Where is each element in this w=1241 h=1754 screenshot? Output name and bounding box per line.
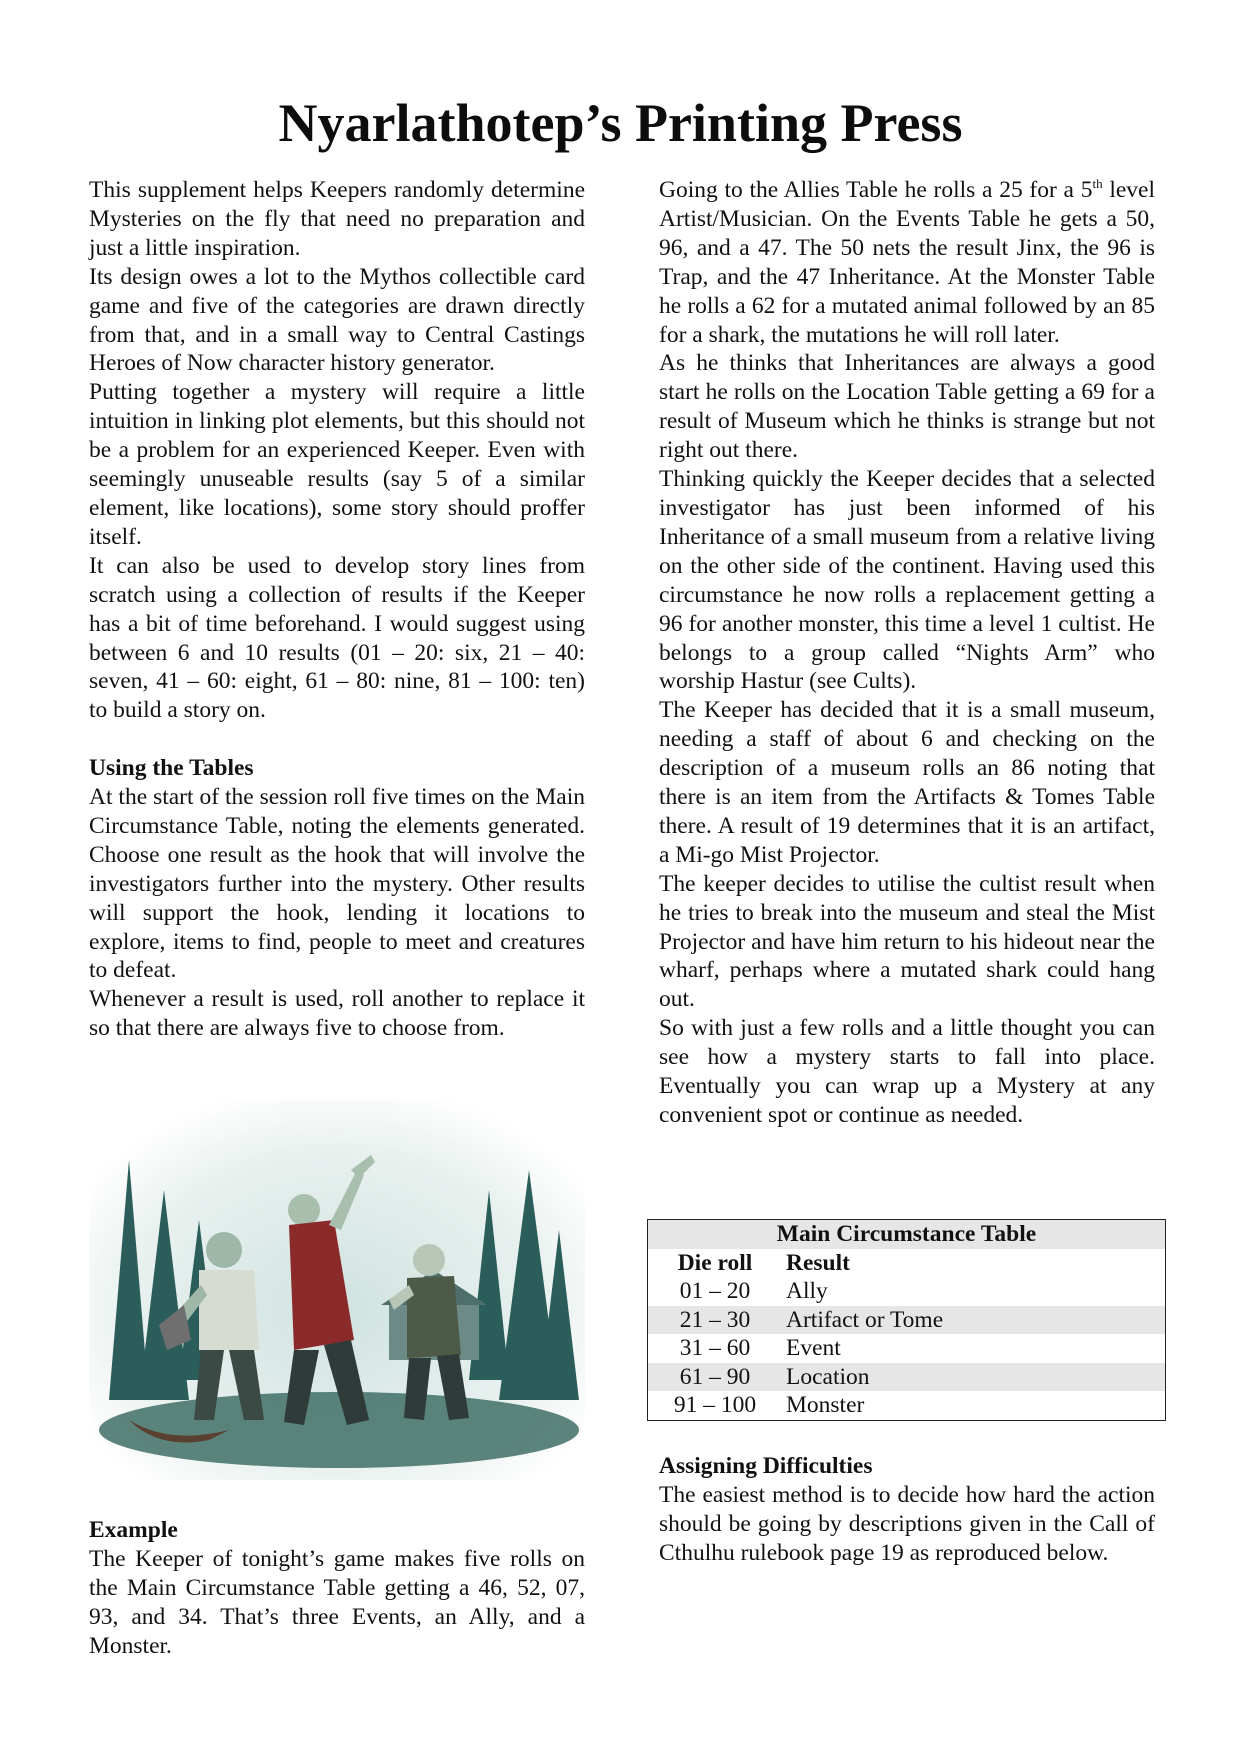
left-column xyxy=(89,176,585,1043)
table-title: Main Circumstance Table xyxy=(648,1220,1166,1249)
right-column xyxy=(659,176,1155,1130)
table-cell-result: Event xyxy=(786,1335,841,1361)
table-cell-roll: 31 – 60 xyxy=(679,1335,751,1361)
section-heading-example: Example xyxy=(89,1517,178,1543)
section-heading-using-tables: Using the Tables xyxy=(89,755,254,782)
table-header-row xyxy=(648,1249,1166,1278)
intro-paragraph-3: Putting together a mystery will require a little intuition in linking plot elements, but this should not be a problem for an experienced Keeper. Even with seemingly unuseable results (say 5 of a similar element, like locations), some story should proffer itself. xyxy=(89,379,585,550)
right-paragraph-2: As he thinks that Inheritances are always a good start he rolls on the Location Table getting a 69 for a result of Museum which he thinks is strange but not right out there. xyxy=(659,350,1155,464)
intro-paragraph-2: Its design owes a lot to the Mythos collectible card game and five of the categories are drawn directly from that, and in a small way to Central Castings Heroes of Now character history generator. xyxy=(89,263,585,377)
example-section xyxy=(89,1516,585,1661)
right-paragraph-3: Thinking quickly the Keeper decides that a selected investigator has just been informed of his Inheritance of a small museum from a relative living on the other side of the continent. Having used this circumstance he now rolls a replacement getting a 96 for another monster, this time a level 1 cultist. He belongs to a group called “Nights Arm” who worship Hastur (see Cults). xyxy=(659,466,1155,695)
table-row xyxy=(648,1277,1166,1306)
difficulties-section xyxy=(659,1452,1155,1568)
table-cell-roll: 61 – 90 xyxy=(679,1363,751,1390)
zombie-illustration xyxy=(89,1100,585,1480)
table-cell-result: Artifact or Tome xyxy=(786,1306,944,1333)
table-row xyxy=(648,1334,1166,1363)
table-row xyxy=(648,1306,1166,1335)
using-paragraph-2: Whenever a result is used, roll another to replace it so that there are always five to choose from. xyxy=(89,986,585,1042)
section-heading-difficulties: Assigning Difficulties xyxy=(659,1453,873,1479)
example-continued-paragraph: Going to the Allies Table he rolls a 25 for a 5th level Artist/Musician. On the Events Table he gets a 50, 96, and a 47. The 50 nets the result Jinx, the 96 is Trap, and the 47 Inheritance. At the Monster Table he rolls a 62 for a mutated animal followed by an 85 for a shark, the mutations he will roll later. xyxy=(659,176,1155,348)
table-title-row xyxy=(648,1220,1166,1249)
right-paragraph-4: The Keeper has decided that it is a small museum, needing a staff of about 6 and checking on the description of a museum rolls an 86 noting that there is an item from the Artifacts & Tomes Table there. A result of 19 determines that it is an artifact, a Mi-go Mist Projector. xyxy=(659,697,1155,868)
page-title: Nyarlathotep’s Printing Press xyxy=(278,93,963,153)
intro-paragraph-1: This supplement helps Keepers randomly determine Mysteries on the fly that need no preparation and just a little inspiration. xyxy=(89,177,585,261)
main-circumstance-table xyxy=(647,1219,1166,1421)
zombie-attack-image xyxy=(89,1100,585,1480)
using-paragraph-1: At the start of the session roll five times on the Main Circumstance Table, noting the elements generated. Choose one result as the hook that will involve the investigators further into the mystery. Other results will support the hook, lending it locations to explore, items to find, people to meet and creatures to defeat. xyxy=(89,784,585,984)
difficulties-paragraph: The easiest method is to decide how hard the action should be going by descriptions given in the Call of Cthulhu rulebook page 19 as reproduced below. xyxy=(659,1481,1155,1566)
spacer xyxy=(89,725,585,754)
right-paragraph-5: The keeper decides to utilise the cultist result when he tries to break into the museum and steal the Mist Projector and have him return to his hideout near the wharf, perhaps where a mutated shark could hang out. xyxy=(659,870,1155,1013)
table-cell-roll: 01 – 20 xyxy=(679,1278,751,1304)
swamp-ground xyxy=(99,1392,579,1468)
example-paragraph: The Keeper of tonight’s game makes five rolls on the Main Circumstance Table getting a 46, 52, 07, 93, and 34. That’s three Events, an Ally, and a Monster. xyxy=(89,1545,585,1659)
table-cell-roll: 21 – 30 xyxy=(679,1306,751,1333)
right-paragraph-6: So with just a few rolls and a little thought you can see how a mystery starts to fall into place. Eventually you can wrap up a Mystery at any convenient spot or continue as needed. xyxy=(659,1015,1155,1128)
table-cell-result: Location xyxy=(786,1363,870,1390)
table-row xyxy=(648,1363,1166,1392)
table-header-die-roll: Die roll xyxy=(648,1249,783,1278)
table-row xyxy=(648,1391,1166,1420)
intro-paragraph-4: It can also be used to develop story lines from scratch using a collection of results if the Keeper has a bit of time beforehand. I would suggest using between 6 and 10 results (01 – 20: six, 21 – 40: seven, 41 – 60: eight, 61 – 80: nine, 81 – 100: ten) to build a story on. xyxy=(89,552,585,724)
table-cell-result: Ally xyxy=(786,1278,828,1304)
table-cell-result: Monster xyxy=(786,1392,865,1418)
table-cell-roll: 91 – 100 xyxy=(673,1392,757,1418)
table-header-result: Result xyxy=(782,1249,1166,1278)
